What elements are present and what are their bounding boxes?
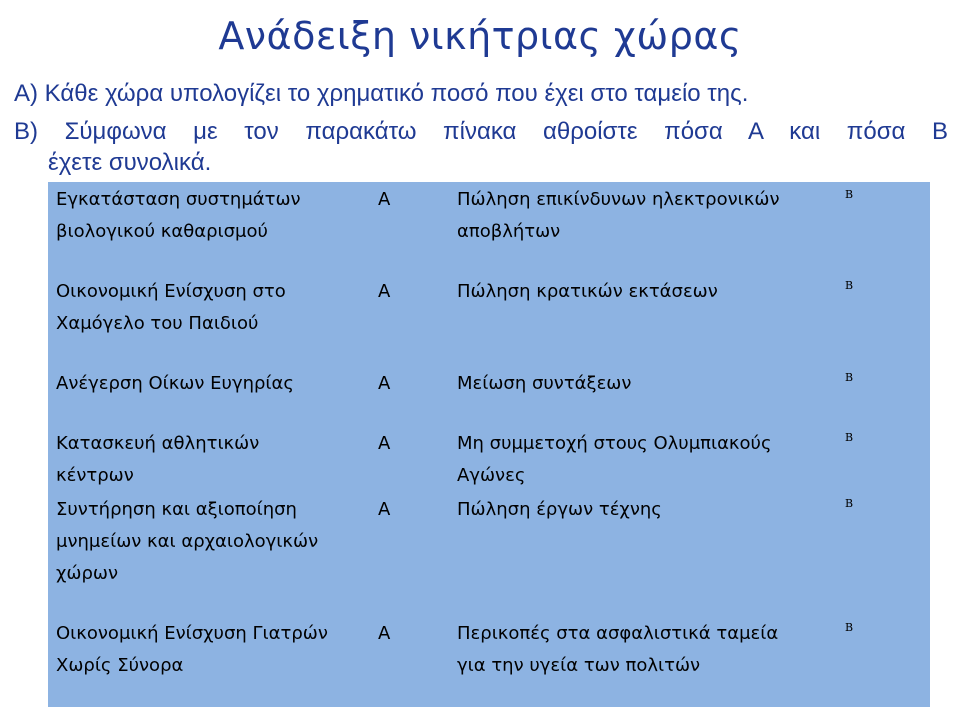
row-5-option-b: Πώληση έργων τέχνης [457,499,662,520]
instruction-b-line-2: έχετε συνολικά. [48,149,212,176]
row-1-option-a: Εγκατάσταση συστημάτων βιολογικού καθαρισμού [56,189,301,242]
row-4-option-a: Κατασκευή αθλητικών κέντρων [56,433,260,486]
row-6-label-b: B [845,621,854,634]
row-3-option-a: Ανέγερση Οίκων Ευγηρίας [56,373,294,394]
row-2-option-b: Πώληση κρατικών εκτάσεων [457,281,718,302]
row-3-label-b: B [845,371,854,384]
row-5-label-b: B [845,497,854,510]
row-3-option-b: Μείωση συντάξεων [457,373,632,394]
row-6-option-b: Περικοπές στα ασφαλιστικά ταμεία για την υγεία των πολιτών [457,623,779,676]
row-2-label-a: Α [378,281,391,302]
instruction-b-line-1: B) Σύμφωνα με τον παρακάτω πίνακα αθροίστε πόσα Α και πόσα Β [14,118,948,145]
instruction-a: A) Κάθε χώρα υπολογίζει το χρηματικό ποσό που έχει στο ταμείο της. [14,80,749,107]
row-4-option-b: Μη συμμετοχή στους Ολυμπιακούς Αγώνες [457,433,772,486]
row-3-label-a: Α [378,373,391,394]
choices-table [48,182,930,707]
row-1-label-b: B [845,188,854,201]
row-5-option-a: Συντήρηση και αξιοποίηση μνημείων και αρχαιολογικών χώρων [56,499,319,584]
row-1-option-b: Πώληση επικίνδυνων ηλεκτρονικών αποβλήτων [457,189,780,242]
page-title: Ανάδειξη νικήτριας χώρας [218,14,742,58]
row-4-label-a: Α [378,433,391,454]
row-6-label-a: Α [378,623,391,644]
row-4-label-b: B [845,431,854,444]
row-5-label-a: Α [378,499,391,520]
row-6-option-a: Οικονομική Ενίσχυση Γιατρών Χωρίς Σύνορα [56,623,328,676]
row-2-option-a: Οικονομική Ενίσχυση στο Χαμόγελο του Παιδιού [56,281,286,334]
row-1-label-a: Α [378,189,391,210]
row-2-label-b: B [845,279,854,292]
